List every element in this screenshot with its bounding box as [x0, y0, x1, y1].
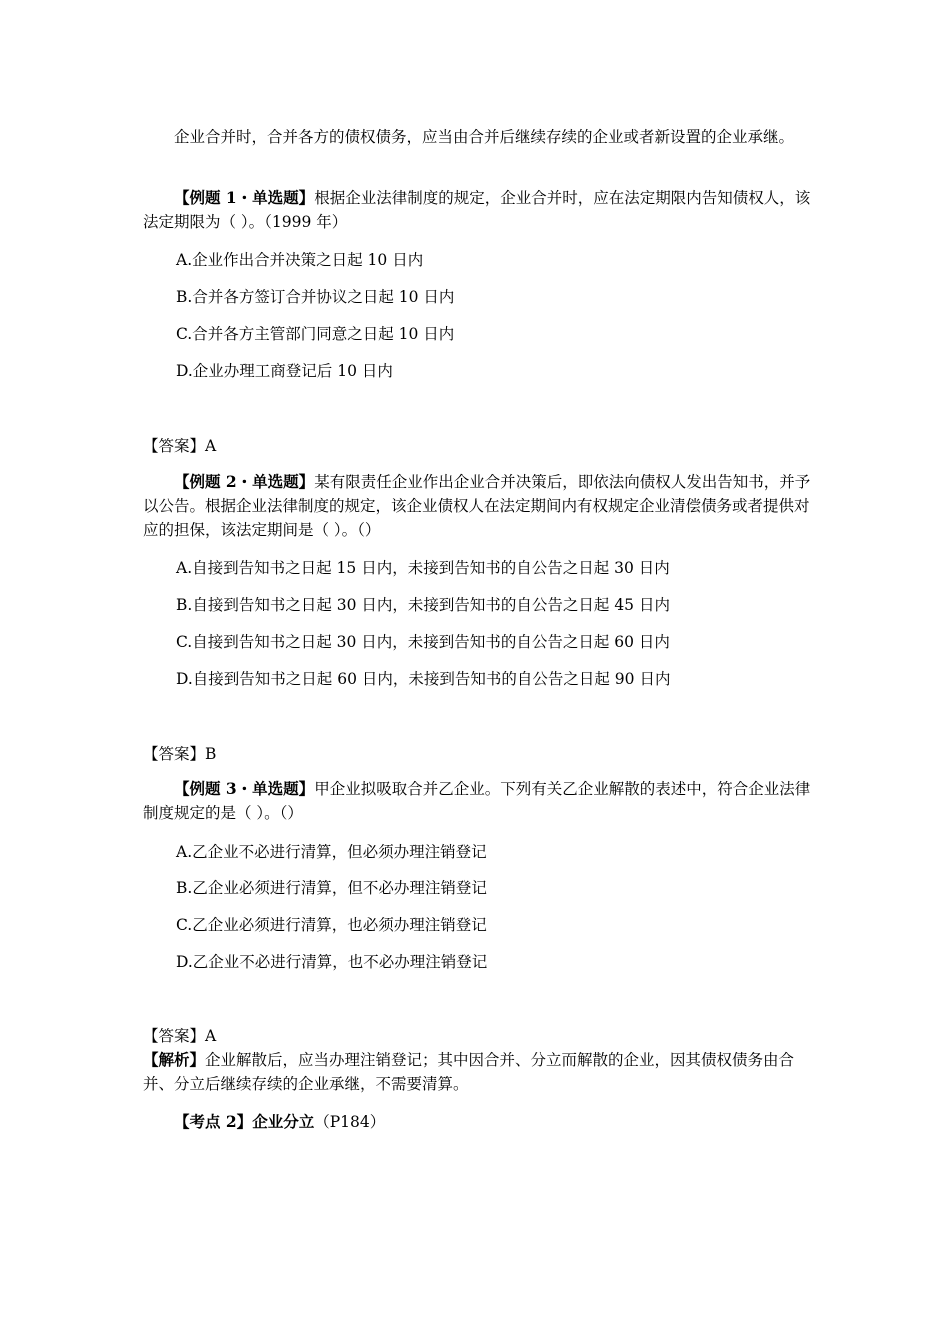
question-2-option-c: C.自接到告知书之日起 30 日内，未接到告知书的自公告之日起 60 日内	[176, 633, 670, 651]
question-3-answer: 【答案】A	[143, 1027, 217, 1045]
question-1-option-d: D.企业办理工商登记后 10 日内	[176, 362, 393, 380]
question-2-stem: 某有限责任企业作出企业合并决策后，即依法向债权人发出告知书，并予以公告。根据企业法律制度的规定，该企业债权人在法定期间内有权规定企业清偿债务或者提供对应的担保，该法定期间是（ ）。（）	[143, 473, 811, 539]
section-tag: 【考点 2】	[174, 1112, 253, 1131]
question-2	[143, 470, 818, 542]
question-2-answer: 【答案】B	[143, 745, 217, 763]
question-2-option-a: A.自接到告知书之日起 15 日内，未接到告知书的自公告之日起 30 日内	[176, 559, 670, 577]
question-3-tag: 【例题 3・单选题】	[174, 779, 315, 798]
question-1-tag: 【例题 1・单选题】	[174, 188, 315, 207]
question-3-option-d: D.乙企业不必进行清算，也不必办理注销登记	[176, 953, 488, 971]
question-2-option-b: B.自接到告知书之日起 30 日内，未接到告知书的自公告之日起 45 日内	[176, 596, 670, 614]
question-1-option-a: A.企业作出合并决策之日起 10 日内	[176, 251, 424, 269]
question-3-stem: 甲企业拟吸取合并乙企业。下列有关乙企业解散的表述中，符合企业法律制度规定的是（ ）。（）	[143, 780, 811, 822]
question-1-answer: 【答案】A	[143, 437, 217, 455]
analysis-tag: 【解析】	[143, 1050, 206, 1069]
question-3-analysis	[143, 1048, 818, 1096]
section-page-ref: （P184）	[314, 1113, 386, 1131]
section-heading	[143, 1110, 818, 1134]
question-3-option-a: A.乙企业不必进行清算，但必须办理注销登记	[176, 843, 487, 861]
intro-paragraph: 企业合并时，合并各方的债权债务，应当由合并后继续存续的企业或者新设置的企业承继。	[174, 128, 795, 146]
analysis-text: 企业解散后，应当办理注销登记；其中因合并、分立而解散的企业，因其债权债务由合并、分立后继续存续的企业承继，不需要清算。	[143, 1051, 795, 1093]
question-1-option-b: B.合并各方签订合并协议之日起 10 日内	[176, 288, 455, 306]
question-1	[143, 186, 818, 234]
question-1-option-c: C.合并各方主管部门同意之日起 10 日内	[176, 325, 455, 343]
question-1-stem: 根据企业法律制度的规定，企业合并时，应在法定期限内告知债权人，该法定期限为（ ）。（1999 年）	[143, 189, 811, 231]
question-3-option-c: C.乙企业必须进行清算，也必须办理注销登记	[176, 916, 487, 934]
question-2-option-d: D.自接到告知书之日起 60 日内，未接到告知书的自公告之日起 90 日内	[176, 670, 671, 688]
question-3	[143, 777, 818, 825]
question-2-tag: 【例题 2・单选题】	[174, 472, 315, 491]
section-title: 企业分立	[252, 1112, 315, 1131]
question-3-option-b: B.乙企业必须进行清算，但不必办理注销登记	[176, 879, 487, 897]
